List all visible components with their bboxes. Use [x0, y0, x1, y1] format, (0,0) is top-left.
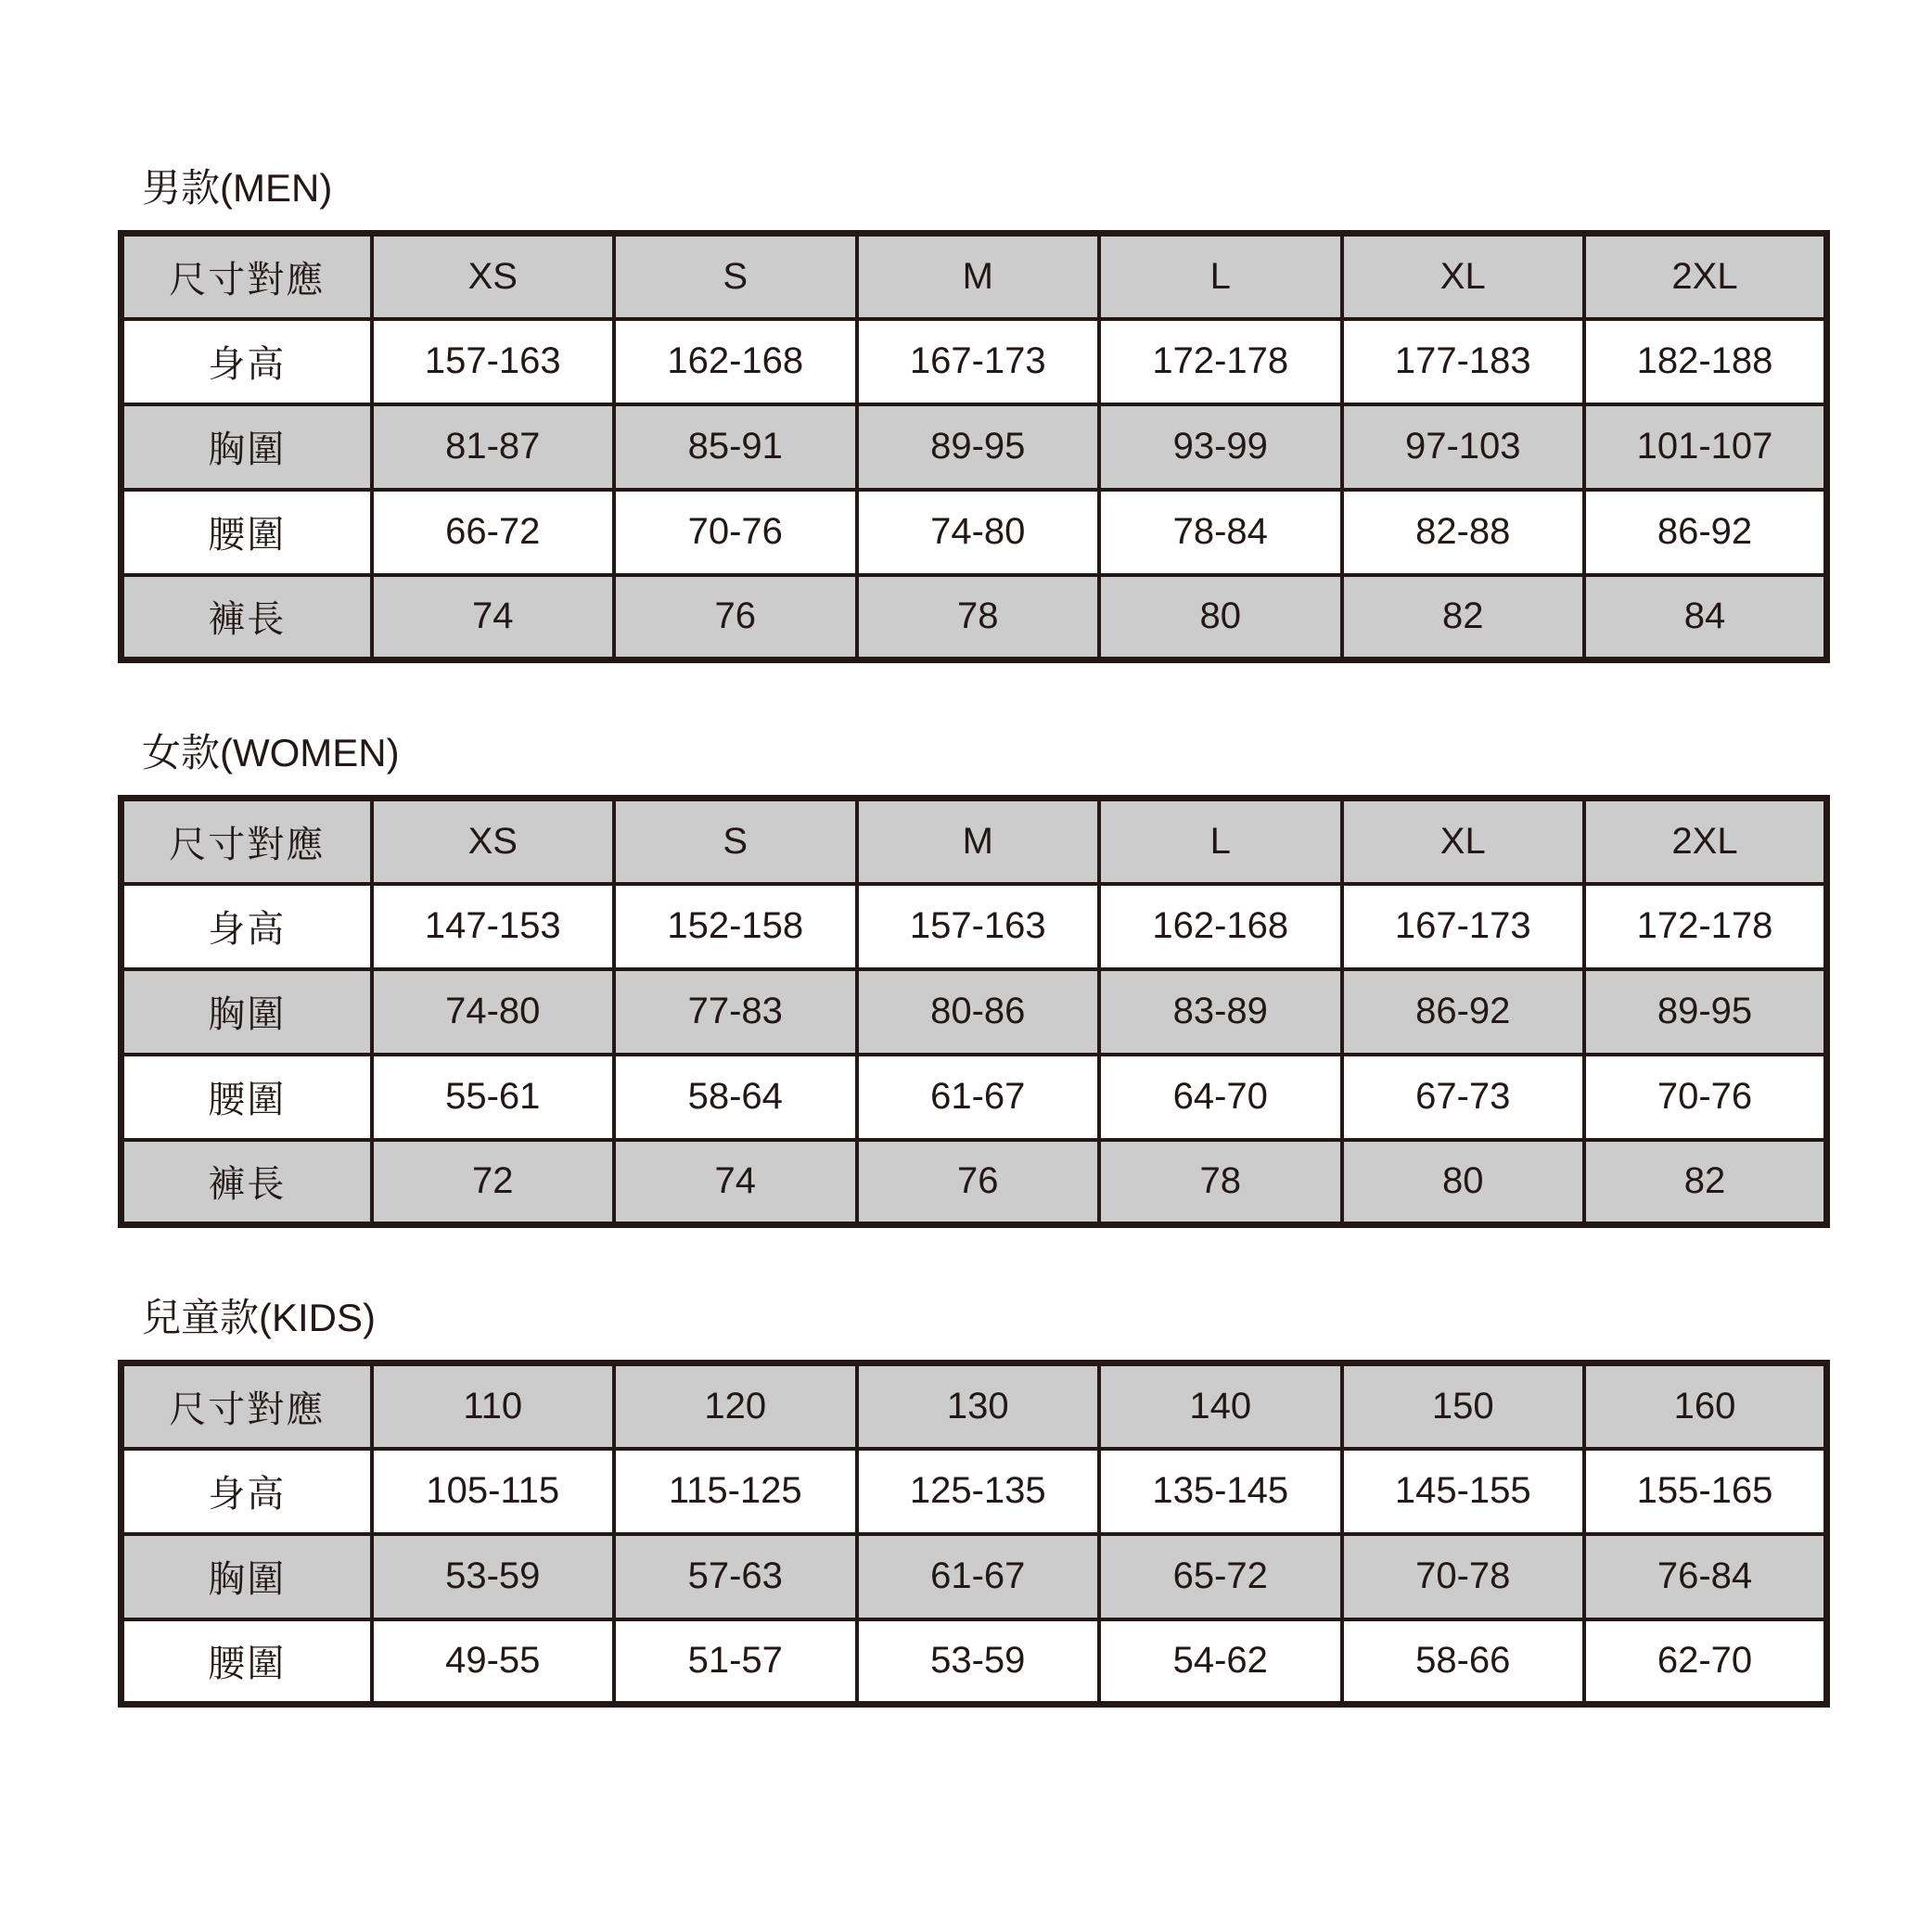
value-cell: 64-70: [1099, 1055, 1342, 1140]
value-cell: 115-125: [614, 1449, 857, 1534]
table-row: [122, 490, 1827, 575]
value-cell: 67-73: [1342, 1055, 1585, 1140]
value-cell: 66-72: [372, 490, 615, 575]
men-size-table: [118, 230, 1830, 663]
header-row: [122, 799, 1827, 884]
value-cell: 80: [1099, 575, 1342, 660]
value-cell: 84: [1584, 575, 1827, 660]
value-cell: 72: [372, 1140, 615, 1225]
value-cell: 62-70: [1584, 1619, 1827, 1705]
size-header-cell: 2XL: [1584, 234, 1827, 319]
men-size-section: [118, 165, 1932, 663]
row-label-cell: 身高: [122, 1449, 372, 1534]
value-cell: 61-67: [857, 1055, 1100, 1140]
value-cell: 81-87: [372, 404, 615, 490]
table-row: [122, 1055, 1827, 1140]
value-cell: 172-178: [1099, 319, 1342, 404]
table-row: [122, 884, 1827, 969]
value-cell: 162-168: [614, 319, 857, 404]
value-cell: 55-61: [372, 1055, 615, 1140]
table-row: [122, 1449, 1827, 1534]
size-header-cell: 140: [1099, 1363, 1342, 1449]
size-header-cell: 110: [372, 1363, 615, 1449]
women-table-title: 女款(WOMEN): [142, 731, 400, 774]
value-cell: 80-86: [857, 969, 1100, 1055]
row-label-cell: 胸圍: [122, 404, 372, 490]
table-row: [122, 1140, 1827, 1225]
value-cell: 74-80: [857, 490, 1100, 575]
women-size-table: [118, 795, 1830, 1228]
value-cell: 74: [614, 1140, 857, 1225]
size-header-cell: 150: [1342, 1363, 1585, 1449]
value-cell: 172-178: [1584, 884, 1827, 969]
value-cell: 80: [1342, 1140, 1585, 1225]
value-cell: 86-92: [1342, 969, 1585, 1055]
value-cell: 74: [372, 575, 615, 660]
value-cell: 177-183: [1342, 319, 1585, 404]
value-cell: 58-64: [614, 1055, 857, 1140]
header-row: [122, 1363, 1827, 1449]
value-cell: 70-78: [1342, 1534, 1585, 1619]
value-cell: 51-57: [614, 1619, 857, 1705]
row-label-cell: 腰圍: [122, 1619, 372, 1705]
value-cell: 53-59: [857, 1619, 1100, 1705]
header-row: [122, 234, 1827, 319]
size-header-cell: S: [614, 799, 857, 884]
value-cell: 147-153: [372, 884, 615, 969]
value-cell: 93-99: [1099, 404, 1342, 490]
value-cell: 125-135: [857, 1449, 1100, 1534]
value-cell: 167-173: [857, 319, 1100, 404]
size-header-cell: L: [1099, 234, 1342, 319]
value-cell: 82: [1342, 575, 1585, 660]
size-header-cell: 130: [857, 1363, 1100, 1449]
value-cell: 101-107: [1584, 404, 1827, 490]
value-cell: 76: [614, 575, 857, 660]
table-row: [122, 319, 1827, 404]
value-cell: 65-72: [1099, 1534, 1342, 1619]
value-cell: 77-83: [614, 969, 857, 1055]
value-cell: 53-59: [372, 1534, 615, 1619]
value-cell: 97-103: [1342, 404, 1585, 490]
value-cell: 57-63: [614, 1534, 857, 1619]
value-cell: 145-155: [1342, 1449, 1585, 1534]
corner-label-cell: 尺寸對應: [122, 799, 372, 884]
size-header-cell: 120: [614, 1363, 857, 1449]
row-label-cell: 身高: [122, 884, 372, 969]
kids-size-table: [118, 1360, 1830, 1708]
size-header-cell: L: [1099, 799, 1342, 884]
value-cell: 155-165: [1584, 1449, 1827, 1534]
row-label-cell: 腰圍: [122, 490, 372, 575]
size-header-cell: XS: [372, 799, 615, 884]
value-cell: 78: [857, 575, 1100, 660]
table-row: [122, 969, 1827, 1055]
table-row: [122, 1534, 1827, 1619]
size-header-cell: XL: [1342, 799, 1585, 884]
value-cell: 70-76: [614, 490, 857, 575]
size-header-cell: M: [857, 234, 1100, 319]
value-cell: 162-168: [1099, 884, 1342, 969]
kids-size-section: [118, 1295, 1932, 1708]
value-cell: 76-84: [1584, 1534, 1827, 1619]
value-cell: 135-145: [1099, 1449, 1342, 1534]
table-row: [122, 404, 1827, 490]
value-cell: 70-76: [1584, 1055, 1827, 1140]
value-cell: 54-62: [1099, 1619, 1342, 1705]
size-header-cell: XL: [1342, 234, 1585, 319]
kids-table-title: 兒童款(KIDS): [142, 1296, 377, 1339]
value-cell: 157-163: [857, 884, 1100, 969]
row-label-cell: 胸圍: [122, 969, 372, 1055]
row-label-cell: 胸圍: [122, 1534, 372, 1619]
value-cell: 82-88: [1342, 490, 1585, 575]
value-cell: 152-158: [614, 884, 857, 969]
row-label-cell: 腰圍: [122, 1055, 372, 1140]
value-cell: 167-173: [1342, 884, 1585, 969]
table-row: [122, 1619, 1827, 1705]
women-size-section: [118, 730, 1932, 1228]
value-cell: 74-80: [372, 969, 615, 1055]
value-cell: 49-55: [372, 1619, 615, 1705]
value-cell: 86-92: [1584, 490, 1827, 575]
row-label-cell: 褲長: [122, 575, 372, 660]
value-cell: 157-163: [372, 319, 615, 404]
size-header-cell: XS: [372, 234, 615, 319]
value-cell: 61-67: [857, 1534, 1100, 1619]
size-header-cell: S: [614, 234, 857, 319]
corner-label-cell: 尺寸對應: [122, 234, 372, 319]
value-cell: 83-89: [1099, 969, 1342, 1055]
corner-label-cell: 尺寸對應: [122, 1363, 372, 1449]
size-header-cell: 2XL: [1584, 799, 1827, 884]
value-cell: 78-84: [1099, 490, 1342, 575]
value-cell: 85-91: [614, 404, 857, 490]
row-label-cell: 身高: [122, 319, 372, 404]
value-cell: 182-188: [1584, 319, 1827, 404]
value-cell: 89-95: [857, 404, 1100, 490]
men-table-title: 男款(MEN): [142, 166, 333, 210]
value-cell: 76: [857, 1140, 1100, 1225]
size-header-cell: 160: [1584, 1363, 1827, 1449]
value-cell: 78: [1099, 1140, 1342, 1225]
value-cell: 89-95: [1584, 969, 1827, 1055]
value-cell: 105-115: [372, 1449, 615, 1534]
value-cell: 82: [1584, 1140, 1827, 1225]
row-label-cell: 褲長: [122, 1140, 372, 1225]
value-cell: 58-66: [1342, 1619, 1585, 1705]
table-row: [122, 575, 1827, 660]
size-header-cell: M: [857, 799, 1100, 884]
